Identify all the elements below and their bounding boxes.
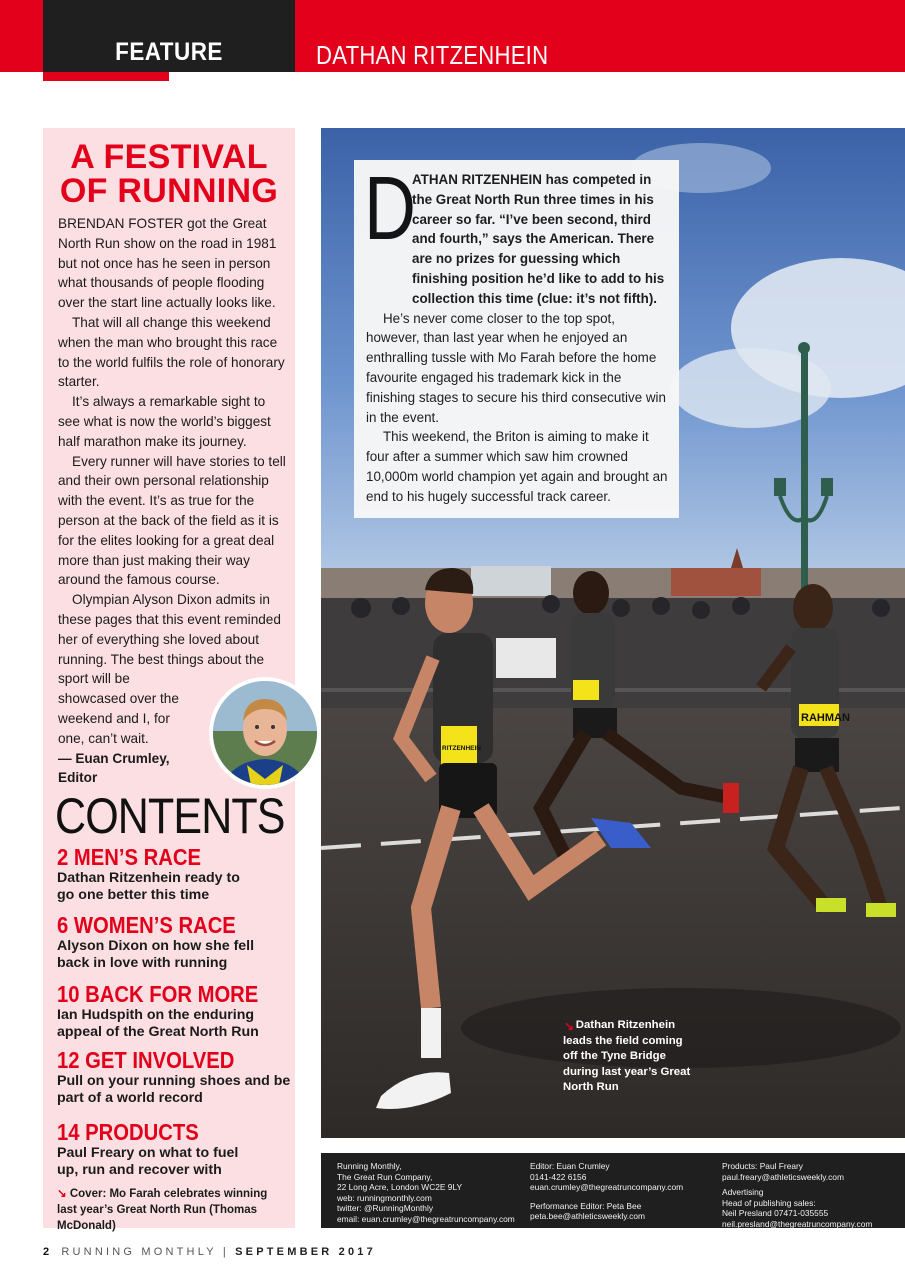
story-paragraph: This weekend, the Briton is aiming to make it four after a summer which saw him crowned 10,000m world champion yet again and brought an end to his hugely successful track career.	[366, 429, 668, 504]
credit-line: Neil Presland 07471-035555	[722, 1208, 829, 1219]
photo-caption	[563, 1018, 693, 1096]
sidebar-title-line1: A FESTIVAL	[70, 138, 268, 176]
drop-cap: D	[364, 159, 416, 259]
toc-title: MEN’S RACE	[73, 844, 201, 870]
toc-description: Dathan Ritzenhein ready to go one better this time	[57, 870, 240, 903]
credit-line: Editor: Euan Crumley	[530, 1161, 610, 1171]
credit-email-link[interactable]: peta.bee@athleticsweekly.com	[530, 1211, 645, 1222]
editor-avatar	[209, 677, 321, 789]
toc-description: Paul Freary on what to fuel up, run and recover with	[57, 1145, 239, 1178]
credit-line: The Great Run Company,	[337, 1171, 433, 1182]
bib-right-text: RAHMAN	[801, 712, 850, 724]
signature-role: Editor	[58, 770, 98, 786]
sidebar-title-line2: OF RUNNING	[59, 172, 279, 210]
toc-title: PRODUCTS	[85, 1119, 199, 1145]
toc-description: Alyson Dixon on how she fell back in love with running	[57, 938, 255, 971]
story-lead	[364, 159, 671, 309]
credit-line: 0141-422 6156	[530, 1171, 587, 1182]
credit-twitter-link[interactable]: twitter: @RunningMonthly	[337, 1203, 434, 1214]
magazine-name: RUNNING MONTHLY	[61, 1246, 217, 1258]
credits-commercial	[722, 1161, 872, 1230]
bib-left-text: RITZENHEIN	[442, 745, 481, 752]
credit-email-link[interactable]: paul.freary@athleticsweekly.com	[722, 1171, 844, 1182]
arrow-icon: ↘	[57, 1188, 67, 1200]
credit-email-link[interactable]: euan.crumley@thegreatruncompany.com	[530, 1182, 684, 1193]
feature-underline	[43, 72, 169, 81]
toc-heading	[57, 1047, 264, 1073]
toc-title: BACK FOR MORE	[85, 981, 259, 1007]
page-footer	[43, 1246, 376, 1258]
toc-description: Ian Hudspith on the enduring appeal of the Great North Run	[57, 1007, 259, 1040]
caption-arrow-icon: ↘	[564, 1019, 575, 1033]
toc-page-number: 10	[57, 981, 80, 1007]
letter-paragraph: BRENDAN FOSTER got the Great North Run show on the road in 1981 but not once has he seen in person what thousands of people flooding over the start line actually looks like.	[58, 216, 277, 311]
letter-paragraph: It’s always a remarkable sight to see what is now the world’s biggest half marathon make its journey.	[58, 394, 271, 449]
letter-paragraph: Every runner will have stories to tell and their own personal relationship with the event. It’s as true for the person at the back of the field as it is for the elites looking for a great deal more than just making their way around the famous course.	[58, 453, 286, 588]
credit-web-link[interactable]: web: runningmonthly.com	[337, 1192, 432, 1203]
cover-note	[57, 1186, 287, 1234]
credit-email-link[interactable]: neil.presland@thegreatruncompany.com	[722, 1218, 873, 1229]
credit-email-link[interactable]: email: euan.crumley@thegreatruncompany.com	[337, 1213, 515, 1224]
toc-page-number: 12	[57, 1047, 80, 1073]
toc-title: WOMEN’S RACE	[73, 912, 236, 938]
credit-line: Running Monthly,	[337, 1161, 402, 1171]
toc-item[interactable]	[57, 1119, 292, 1179]
cover-note-text: Cover: Mo Farah celebrates winning last year’s Great North Run (Thomas McDonald)	[57, 1188, 268, 1232]
toc-page-number: 6	[57, 912, 69, 938]
feature-label: FEATURE	[115, 38, 223, 66]
toc-heading	[57, 844, 264, 870]
letter-paragraph: showcased over the weekend and I, for one, can’t wait.	[58, 691, 179, 746]
credit-line: Products: Paul Freary	[722, 1161, 803, 1171]
story-lead-text: ATHAN RITZENHEIN has competed in the Great North Run three times in his career so far. “I’ve been second, third and fourth,” says the American. There are no prizes for guessing which finishing position he’d like to add to his collection this time (clue: it’s not fifth).	[412, 172, 665, 306]
sidebar-title	[43, 140, 295, 208]
story-paragraph: He’s never come closer to the top spot, however, than last year when he enjoyed an enthralling tussle with Mo Farah before the home favourite engaged his trademark kick in the finishing stages to secure his third consecutive win in the event.	[366, 310, 666, 425]
toc-item[interactable]	[57, 1047, 292, 1107]
issue-date: SEPTEMBER 2017	[235, 1246, 376, 1258]
section-title: DATHAN RITZENHEIN	[316, 40, 549, 70]
credit-line: Head of publishing sales:	[722, 1197, 816, 1208]
credits-editorial	[530, 1161, 683, 1222]
toc-item[interactable]	[57, 981, 292, 1041]
toc-page-number: 14	[57, 1119, 80, 1145]
toc-title: GET INVOLVED	[85, 1047, 235, 1073]
footer-separator: |	[222, 1246, 229, 1258]
editor-portrait-image	[213, 681, 317, 785]
story-body	[364, 159, 671, 507]
story-intro-box	[354, 160, 679, 518]
credit-line: Performance Editor: Peta Bee	[530, 1200, 642, 1211]
toc-description: Pull on your running shoes and be part of a world record	[57, 1073, 291, 1106]
toc-item[interactable]	[57, 844, 292, 904]
toc-item[interactable]	[57, 912, 292, 972]
toc-heading	[57, 1119, 264, 1145]
credits-bar	[321, 1153, 905, 1228]
signature-name: — Euan Crumley,	[58, 750, 170, 766]
letter-paragraph: Olympian Alyson Dixon admits in these pages that this event reminded her of everything she loved about running. The best things about the sport will be	[58, 592, 281, 687]
toc-heading	[57, 981, 264, 1007]
credit-line: Advertising	[722, 1187, 764, 1198]
toc-page-number: 2	[57, 844, 69, 870]
toc-heading	[57, 912, 264, 938]
credit-line: 22 Long Acre, London WC2E 9LY	[337, 1182, 463, 1193]
contents-title: CONTENTS	[55, 788, 285, 844]
credits-publisher	[337, 1161, 515, 1225]
page-number: 2	[43, 1246, 50, 1258]
photo-caption-text: Dathan Ritzenhein leads the field coming off the Tyne Bridge during last year’s Great North Run	[563, 1019, 691, 1093]
letter-paragraph: That will all change this weekend when the man who brought this race to the world fulfils the role of honorary starter.	[58, 314, 285, 390]
feature-tab	[43, 0, 295, 72]
